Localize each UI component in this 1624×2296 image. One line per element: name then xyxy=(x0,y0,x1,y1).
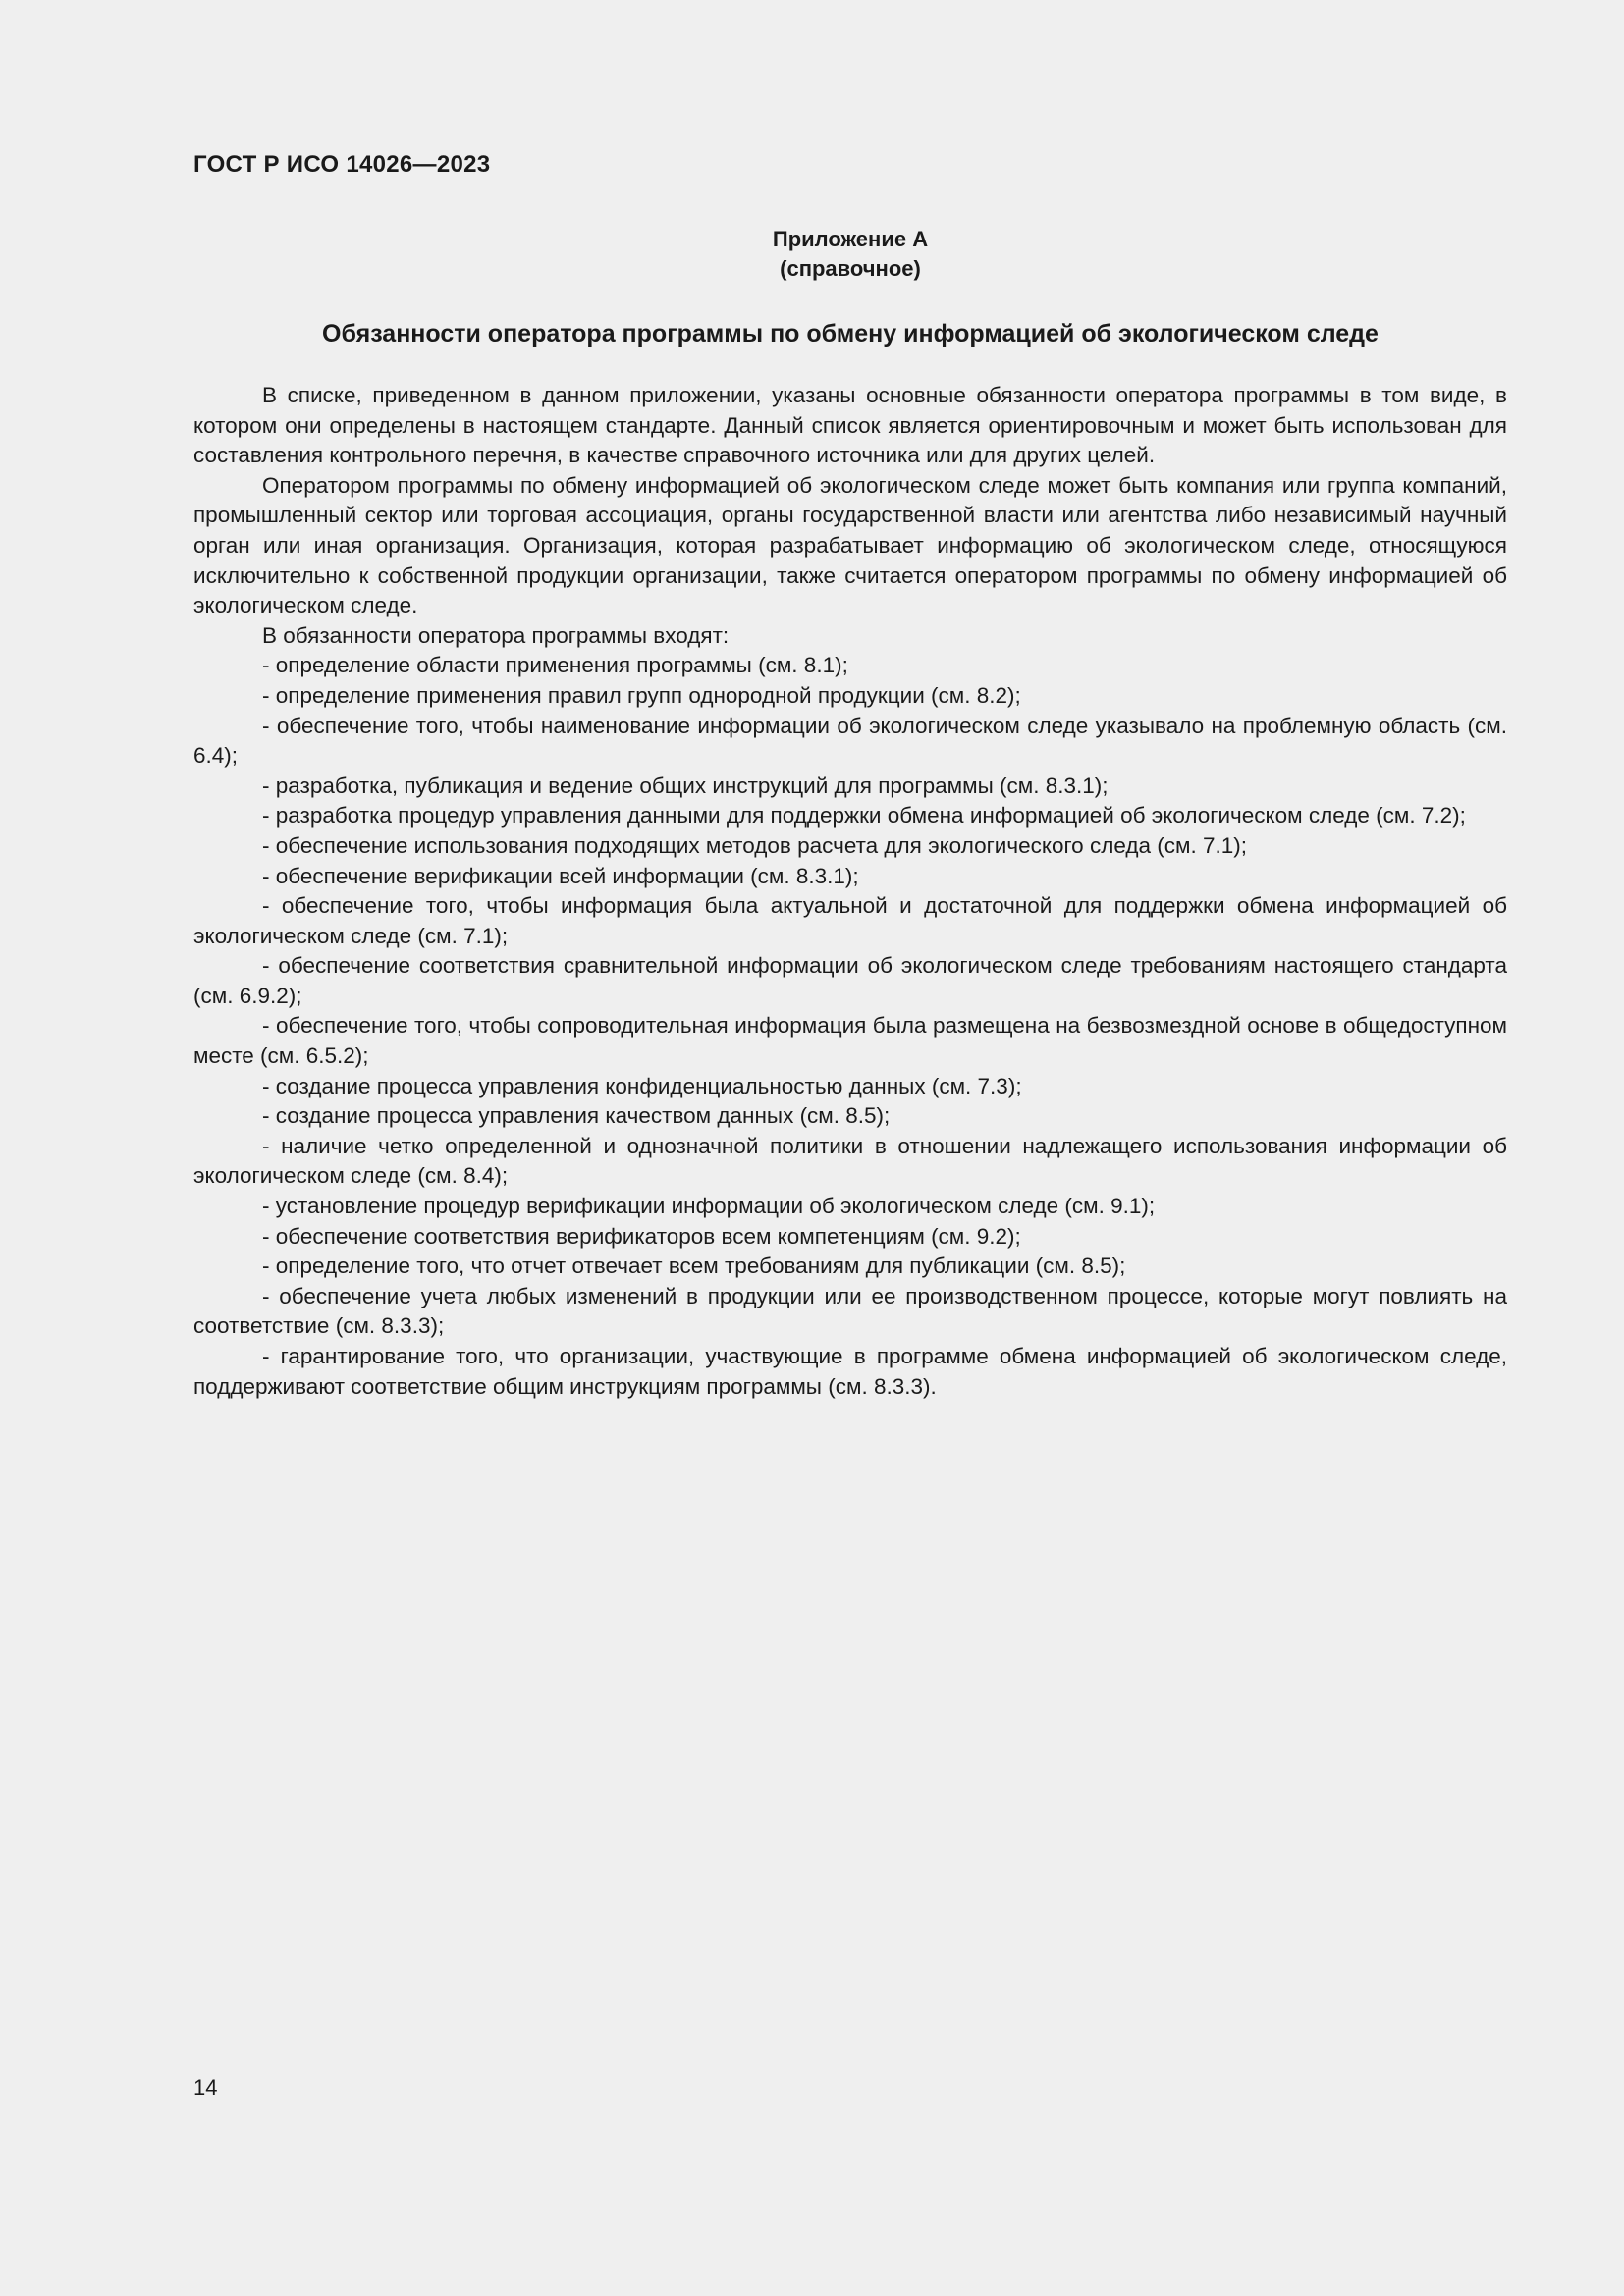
list-item: - обеспечение того, чтобы наименование информации об экологическом следе указывало на проблемную область (см. 6.4); xyxy=(193,713,1507,769)
list-item: - определение применения правил групп однородной продукции (см. 8.2); xyxy=(262,682,1021,708)
list-item: - обеспечение верификации всей информации (см. 8.3.1); xyxy=(262,863,859,888)
list-item: - обеспечение соответствия сравнительной информации об экологическом следе требованиям настоящего стандарта (см. 6.9.2); xyxy=(193,953,1507,1008)
list-item: - гарантирование того, что организации, участвующие в программе обмена информацией об экологическом следе, поддерживают соответствие общим инструкциям программы (см. 8.3.3). xyxy=(193,1344,1507,1399)
list-item: - обеспечение того, чтобы сопроводительная информация была размещена на безвозмездной основе в общедоступном месте (см. 6.5.2); xyxy=(193,1013,1507,1069)
list-item: - обеспечение учета любых изменений в продукции или ее производственном процессе, которые могут повлиять на соответствие (см. 8.3.3); xyxy=(193,1283,1507,1339)
list-item: - определение области применения программы (см. 8.1); xyxy=(262,653,848,678)
list-item: - обеспечение использования подходящих методов расчета для экологического следа (см. 7.1); xyxy=(262,832,1247,858)
list-item: - разработка процедур управления данными для поддержки обмена информацией об экологическом следе (см. 7.2); xyxy=(262,803,1466,828)
paragraph-duties-lead: В обязанности оператора программы входят: xyxy=(262,622,730,648)
annex-type: (справочное) xyxy=(780,256,921,281)
annex-title: Обязанности оператора программы по обмену информацией об экологическом следе xyxy=(322,320,1379,347)
annex-body xyxy=(193,381,1507,1402)
annex-heading xyxy=(193,225,1507,284)
list-item: - разработка, публикация и ведение общих инструкций для программы (см. 8.3.1); xyxy=(262,773,1109,798)
annex-label: Приложение А xyxy=(772,227,929,251)
paragraph-operator-definition: Оператором программы по обмену информацией об экологическом следе может быть компания или группа компаний, промышленный сектор или торговая ассоциация, органы государственной власти или агентства либо независимый научный орган или иная организация. Организация, которая разрабатывает информацию об экологическом следе, относящуюся исключительно к собственной продукции организации, также считается оператором программы по обмену информацией об экологическом следе. xyxy=(193,472,1507,618)
list-item: - наличие четко определенной и однозначной политики в отношении надлежащего использования информации об экологическом следе (см. 8.4); xyxy=(193,1133,1507,1189)
page-number: 14 xyxy=(193,2075,218,2100)
list-item: - создание процесса управления конфиденциальностью данных (см. 7.3); xyxy=(262,1073,1022,1098)
list-item: - обеспечение соответствия верификаторов всем компетенциям (см. 9.2); xyxy=(262,1223,1021,1249)
list-item: - создание процесса управления качеством данных (см. 8.5); xyxy=(262,1103,891,1129)
paragraph-intro: В списке, приведенном в данном приложении, указаны основные обязанности оператора программы в том виде, в котором они определены в настоящем стандарте. Данный список является ориентировочным и может быть использован для составления контрольного перечня, в качестве справочного источника или для других целей. xyxy=(193,383,1507,468)
list-item: - определение того, что отчет отвечает всем требованиям для публикации (см. 8.5); xyxy=(262,1254,1126,1279)
document-id-header: ГОСТ Р ИСО 14026—2023 xyxy=(193,151,491,178)
list-item: - установление процедур верификации информации об экологическом следе (см. 9.1); xyxy=(262,1194,1156,1219)
list-item: - обеспечение того, чтобы информация была актуальной и достаточной для поддержки обмена информацией об экологическом следе (см. 7.1); xyxy=(193,893,1507,948)
